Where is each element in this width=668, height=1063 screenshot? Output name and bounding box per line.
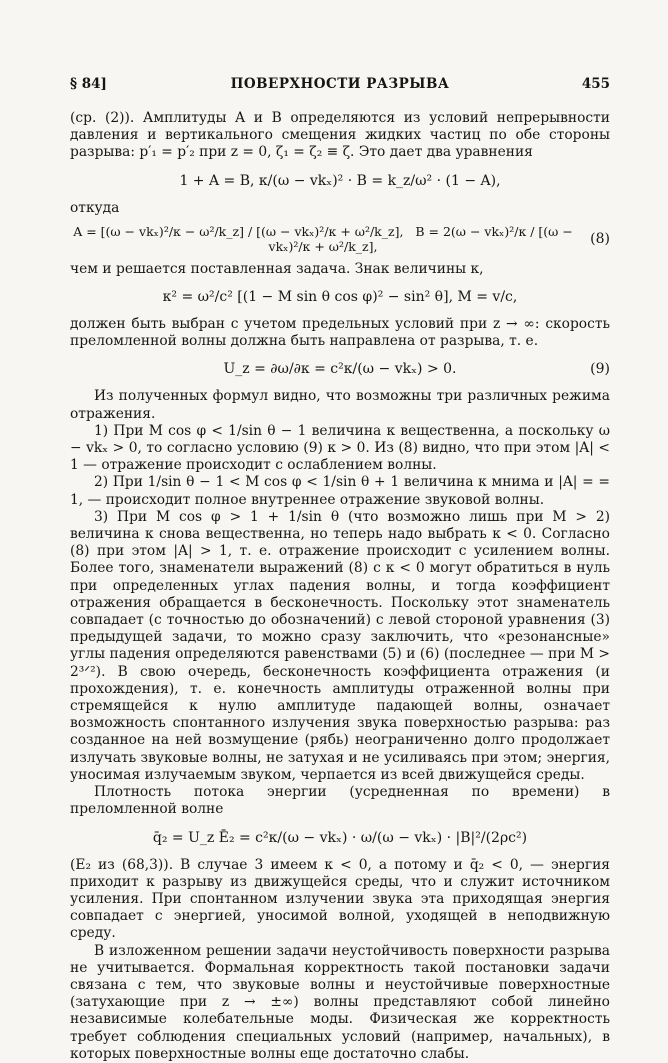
running-header	[70, 76, 610, 98]
paragraph-energy-flux: Плотность потока энергии (усредненная по времени) в преломленной волне	[70, 784, 610, 818]
page-number: 455	[581, 76, 610, 92]
equation-number-9: (9)	[590, 361, 610, 378]
paragraph-1: (ср. (2)). Амплитуды A и B определяются из условий непрерывности давления и вертикального смещения жидких частиц по обе стороны разрыва: p′₁ = p′₂ при z = 0, ζ₁ = ζ₂ ≡ ζ. Это дает два уравнения	[70, 110, 610, 161]
equation-2a: A = [(ω − vkₓ)²/κ − ω²/k_z] / [(ω − vkₓ)²/κ + ω²/k_z],	[73, 223, 404, 239]
equation-energy-flux	[70, 819, 610, 857]
equation-5: q̄₂ = U_z Ē₂ = c²κ/(ω − vkₓ) · ω/(ω − vkₓ) · |B|²/(2ρc²)	[152, 829, 528, 846]
equation-boundary-conditions	[70, 162, 610, 200]
paragraph-11: В изложенном решении задачи неустойчивость поверхности разрыва не учитывается. Формальная корректность такой постановки задачи связана с тем, что звуковые волны и неустойчивые поверхностные (затухающие при z → ±∞) волны представляют собой линейно независимые колебательные моды. Физическая же корректность требует соблюдения специальных условий (например, начальных), в которых поверхностные волны еще достаточно слабы.	[70, 942, 610, 1062]
page-body	[70, 110, 610, 1063]
paragraph-2: откуда	[70, 199, 120, 216]
paragraph-4: должен быть выбран с учетом предельных условий при z → ∞: скорость преломленной волны должна быть направлена от разрыва, т. е.	[70, 316, 610, 350]
equation-2b: B = 2(ω − vkₓ)²/κ / [(ω − vkₓ)²/κ + ω²/k_z],	[268, 223, 573, 254]
equation-kappa	[70, 278, 610, 316]
paragraph-case-2: 2) При 1/sin θ − 1 < M cos φ < 1/sin θ + 1 величина κ мнима и |A| = = 1, — происходит полное внутреннее отражение звуковой волны.	[70, 474, 610, 508]
equation-1: 1 + A = B, κ/(ω − vkₓ)² · B = k_z/ω² · (1 − A),	[179, 172, 501, 189]
equation-3: κ² = ω²/c² [(1 − M sin θ cos φ)² − sin² θ], M = v/c,	[162, 289, 518, 306]
running-title: ПОВЕРХНОСТИ РАЗРЫВА	[230, 76, 450, 92]
paragraph-3: чем и решается поставленная задача. Знак величины κ,	[70, 260, 484, 277]
equation-number-8: (8)	[590, 230, 610, 247]
equation-group-velocity	[70, 350, 610, 388]
paragraph-case-3: 3) При M cos φ > 1 + 1/sin θ (что возможно лишь при M > 2) величина κ снова вещественна, но теперь надо выбрать κ < 0. Согласно (8) при этом |A| > 1, т. е. отражение происходит с усилением волны. Более того, знаменатели выражений (8) с κ < 0 могут обратиться в нуль при определенных углах падения волны, и тогда коэффициент отражения обращается в бесконечность. Поскольку этот знаменатель совпадает (с точностью до обозначений) с левой стороной уравнения (3) предыдущей задачи, то можно сразу заключить, что «резонансные» углы падения определяются равенствами (5) и (6) (последнее — при M > 2³ᐟ²). В свою очередь, бесконечность коэффициента отражения (и прохождения), т. е. конечность амплитуды отраженной волны при стремящейся к нулю амплитуде падающей волны, означает возможность спонтанного излучения звука поверхностью разрыва: раз созданное на ней возмущение (рябь) неограниченно долго продолжает излучать звуковые волны, не затухая и не усиливаясь при этом; энергия, уносимая излучаемым звуком, черпается из всей движущейся среды.	[70, 508, 610, 783]
paragraph-case-1: 1) При M cos φ < 1/sin θ − 1 величина κ вещественна, а поскольку ω − vkₓ > 0, то согласно условию (9) κ > 0. Из (8) видно, что при этом |A| < 1 — отражение происходит с ослаблением волны.	[70, 422, 610, 474]
equation-amplitudes	[70, 217, 610, 261]
paragraph-10: (E₂ из (68,3)). В случае 3 имеем κ < 0, а потому и q̄₂ < 0, — энергия приходит к разрыву из движущейся среды, что и служит источником усиления. При спонтанном излучении звука эта приходящая энергия совпадает с энергией, уносимой волной, уходящей в неподвижную среду.	[70, 856, 610, 942]
paragraph-5: Из полученных формул видно, что возможны три различных режима отражения.	[70, 388, 610, 422]
section-mark: § 84]	[70, 76, 107, 92]
equation-4: U_z = ∂ω/∂κ = c²κ/(ω − vkₓ) > 0.	[223, 361, 457, 378]
equation-2	[70, 224, 610, 254]
